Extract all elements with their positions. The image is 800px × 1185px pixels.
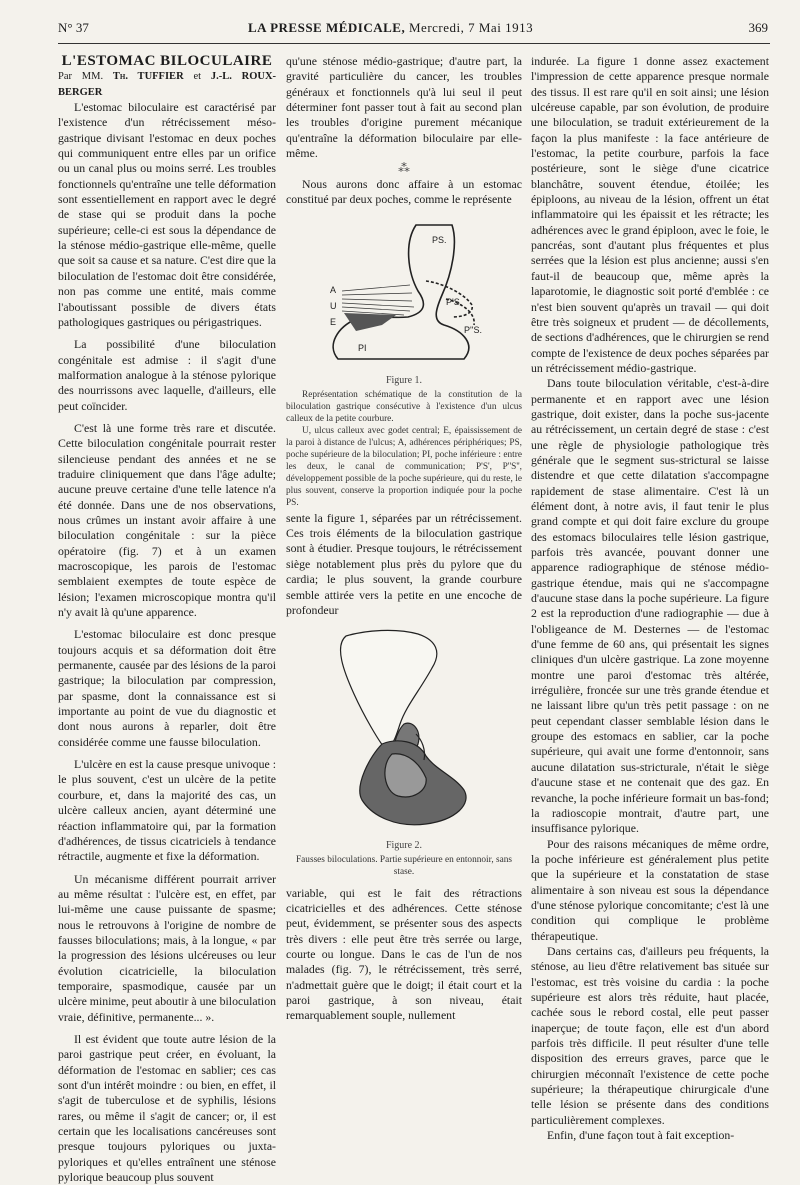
figure-1-caption: Représentation schématique de la constitution de la biloculation gastrique consécutive à l'existence d'un ulcus calleux de la petite courbure. — [286, 389, 522, 424]
label-ps-prime: P'S. — [446, 297, 463, 308]
figure-2-title: Figure 2. — [385, 840, 423, 852]
issue-date: Mercredi, 7 Mai 1913 — [408, 20, 534, 35]
paragraph: Enfin, d'une façon tout à fait exception- — [547, 1128, 735, 1143]
paragraph: L'ulcère en est la cause presque univoque : le plus souvent, c'est un ulcère de la petite courbure, et, dans la majorité des cas, un ulcère calleux ancien, ayant déterminé une réaction inflammatoire qui, par la formation d'adhérences, de tissus cicatriciels à tendance rétractile, augmente et fixe la déformation. — [58, 757, 276, 864]
paragraph: Dans certains cas, d'ailleurs peu fréquents, la sténose, au lieu d'être relativement bas située sur l'estomac, est très voisine du cardia : la poche supérieure est alors très réduite, haut placée, cachée sous le rebord costal, elle peut passer inaperçue; de toute façon, elle est d'un abord parfois très difficile. Il peut résulter d'une telle disposition des erreurs graves, parce que le chirurgien méconnaît l'existence de cette poche supérieure; la thérapeutique chirurgicale d'une telle lésion se présente dans des conditions particulièrement complexes. — [531, 943, 769, 1127]
figure-1-legend: U, ulcus calleux avec godet central; E, épaississement de la paroi à distance de l'ulcus; A, adhérences périphériques; PS, poche supérieure de la biloculation; PI, poche inférieure : entre les deux, le canal de communication; P'S', P''S'', développement possible de la poche supérieure, qui du reste, le plus souvent, conserve la proportion indiquée pour la poche PS. — [286, 425, 522, 508]
figure-2 — [286, 624, 522, 877]
paragraph: indurée. La figure 1 donne assez exactement l'impression de cette apparence presque normale des tissus. Il est rare qu'il en soit ainsi; une lésion ulcéreuse capable, par son évolution, de produire une biloculation, se traduit extérieurement de la façon la plus manifeste : la face antérieure de l'estomac, la petite courbure, parfois la face postérieure, sont le siège d'une cicatrice blanchâtre, souvent étendue, étoilée; les épiploons, au niveau de la lésion, offrent un état inflammatoire qui les épaissit et les rétracte; les adhérences avec le grand épiploon, avec le foie, le pancréas, sont d'autant plus fréquentes et plus serrées que la lésion est plus ancienne; aussi s'en faut-il de beaucoup que, même après la laparotomie, le diagnostic soit porté d'emblée : ce n'est bien souvent qu'après un travail — qui doit être très soigneux et prudent — de décollements, de sections d'adhérences, que le chirurgien se rend compte de l'existence de deux poches séparées par un rétrécissement médio-gastrique. — [531, 54, 769, 375]
column-2 — [286, 54, 522, 1024]
column-1 — [58, 54, 276, 1185]
header-rule — [58, 43, 770, 44]
paragraph: Nous aurons donc affaire à un estomac constitué par deux poches, comme le représente — [286, 176, 522, 207]
journal-name: LA PRESSE MÉDICALE, — [248, 20, 406, 35]
label-a: A — [330, 285, 337, 296]
author-2: J.-L. ROUX-BERGER — [58, 71, 277, 98]
running-header — [58, 20, 768, 40]
figure-1-diagram — [286, 213, 522, 373]
label-e: E — [330, 317, 337, 328]
paragraph: C'est là une forme très rare et discutée. Cette biloculation congénitale pourrait rester silencieuse pendant des années et ne se traduire cliniquement que dans l'âge adulte; aucune preuve certaine d'une telle latence n'a été donnée. Dans une de nos observations, nous crûmes un instant avoir affaire à une biloculation congénitale : sur la pièce opératoire (fig. 7) et à un examen macroscopique, les parois de l'estomac semblaient exemptes de toute espèce de lésion; l'examen microscopique montra qu'il n'y avait là qu'une apparence. — [58, 420, 276, 620]
page-number: 369 — [748, 20, 768, 35]
paragraph: Un mécanisme différent pourrait arriver au même résultat : l'ulcère est, en effet, par lui-même une cause puissante de spasme; nous le retrouvons à l'origine de nombre de fausses biloculations; mais, à la longue, « par la progression des lésions ulcéreuses ou leur évolution cicatricielle, la biloculation temporaire, spasmodique, causée par un ulcère minime, peut aboutir à une biloculation vraie, définitive, permanente... ». — [58, 871, 276, 1024]
paragraph: sente la figure 1, séparées par un rétrécissement. Ces trois éléments de la biloculation gastrique sont à étudier. Presque toujours, le rétrécissement siège notablement plus près du pylore que du cardia; le plus souvent, la grande courbure semble attirée vers la petite en une encoche de profondeur — [286, 510, 522, 617]
author-1: Th. TUFFIER — [112, 71, 184, 83]
figure-2-radiograph — [286, 624, 522, 838]
paragraph: qu'une sténose médio-gastrique; d'autre part, la gravité particulière du cancer, les troubles généraux et fonctionnels qu'à lui seul il peut déterminer font passer tout à fait au second plan les troubles d'origine purement mécanique qu'entraîne la déformation biloculaire par elle-même. — [286, 54, 522, 161]
figure-1 — [286, 213, 522, 508]
figure-2-caption: Fausses biloculations. Partie supérieure en entonnoir, sans stase. — [296, 854, 512, 877]
journal-title-line — [248, 20, 533, 36]
paragraph: Pour des raisons mécaniques de même ordre, la poche inférieure est généralement plus petite que la supérieure et la constatation de stase alimentaire à son niveau est sous la dépendance d'une sténose pylorique concomitante; c'est là une condition qui complique le problème thérapeutique. — [531, 836, 769, 943]
paragraph: La possibilité d'une biloculation congénitale est admise : il s'agit d'une malformation analogue à la sténose pylorique des nourrissons avec laquelle, d'ailleurs, elle peut coïncider. — [58, 337, 276, 413]
paragraph: variable, qui est le fait des rétractions cicatricielles et des adhérences. Cette sténose peut, évidemment, se présenter sous des aspects très divers : elle peut être très serrée ou large, courte ou longue. Dans le cas de l'un de nos malades (fig. 7), le rétrécissement, très serré, n'admettait guère que le doigt; il était court et la paroi gastrique, à son niveau, était remarquablement souple, nullement — [286, 885, 522, 1023]
column-3 — [531, 54, 769, 1143]
issue-number: N° 37 — [58, 20, 89, 35]
label-ps-double-prime: P''S. — [464, 325, 482, 336]
label-ps: PS. — [432, 235, 447, 246]
paragraph: Dans toute biloculation véritable, c'est-à-dire permanente et en rapport avec une lésion gastrique, doit exister, dans la poche sus-jacente au rétrécissement, un certain degré de stase : c'est une règle de physiologie pathologique très générale que le segment sus-strictural se laisse distendre et que cette dilatation s'accompagne rapidement de stase alimentaire. C'est là un élément dont, à notre avis, il faut tenir le plus grand compte et qui doit faire exclure du groupe des estomacs biloculaires telle lésion gastrique, parfois très avancée, pouvant donner une apparence radiographique de sténose médio-gastrique étendue, mais qui ne s'accompagne d'aucune stase dans la poche supérieure. La figure 2 est la reproduction d'une radiographie — due à l'obligeance de M. Desternes — de l'estomac d'une femme de 60 ans, qui présentait les signes cliniques d'un ulcère gastrique. La zone moyenne montre une paroi d'estomac très altérée, irrégulière, froncée sur une très grande étendue et ne laissant libre qu'un très petit passage : on ne peut cependant classer semblable lésion dans le groupe des estomacs en sablier, car la poche supérieure, qui avait une forme d'entonnoir, sans aucune dilatation sus-stricturale, n'était le siège d'aucune stase et ne contenait que des gaz. En revanche, la poche inférieure formait un bas-fond; la radioscopie montrait, d'autre part, une insuffisance pylorique. — [531, 376, 769, 836]
byline-prefix: Par MM. — [58, 71, 104, 83]
label-pi: PI — [358, 343, 367, 354]
figure-1-title: Figure 1. — [385, 375, 423, 387]
paragraph: Il est évident que toute autre lésion de la paroi gastrique peut créer, en évoluant, la déformation de l'estomac en sablier; ces cas sont d'un intérêt moindre : ou bien, en effet, il s'agit de tuberculose et de syphilis, lésions rares, ou même il s'agit de cancer; or, il est certain que les localisations cancéreuses sont presque toujours pyloriques ou juxta-pyloriques et qu'elles entraînent une sténose pylorique beaucoup plus souvent — [58, 1031, 276, 1185]
label-u: U — [330, 301, 337, 312]
article-byline — [58, 69, 276, 100]
paragraph: L'estomac biloculaire est caractérisé par l'existence d'un rétrécissement méso-gastrique divisant l'estomac en deux poches qui communiquent entre elles par un orifice ou un canal plus ou moins serré. Les troubles fonctionnels qu'entraîne une telle déformation sont essentiellement en rapport avec le degré de stase qui se produit dans la poche supérieure; celle-ci est sous la dépendance de la sténose médio-gastrique elle-même, quelle que soit sa cause et sa nature. C'est dire que la biloculation de l'estomac doit être considérée, non pas comme une entité, mais comme l'aboutissant possible de divers états pathologiques gastriques ou périgastriques. — [58, 100, 276, 329]
paragraph: L'estomac biloculaire est donc presque toujours acquis et sa déformation doit être permanente, causée par des lésions de la paroi gastrique; la biloculation par compression, par spasme, dont la connaissance est si importante au point de vue du diagnostic et dont nous aurons à reparler, doit être considérée comme une fausse biloculation. — [58, 627, 276, 749]
byline-join: et — [193, 71, 202, 83]
section-break: ⁂ — [398, 161, 410, 176]
article-title: L'ESTOMAC BILOCULAIRE — [61, 53, 273, 69]
